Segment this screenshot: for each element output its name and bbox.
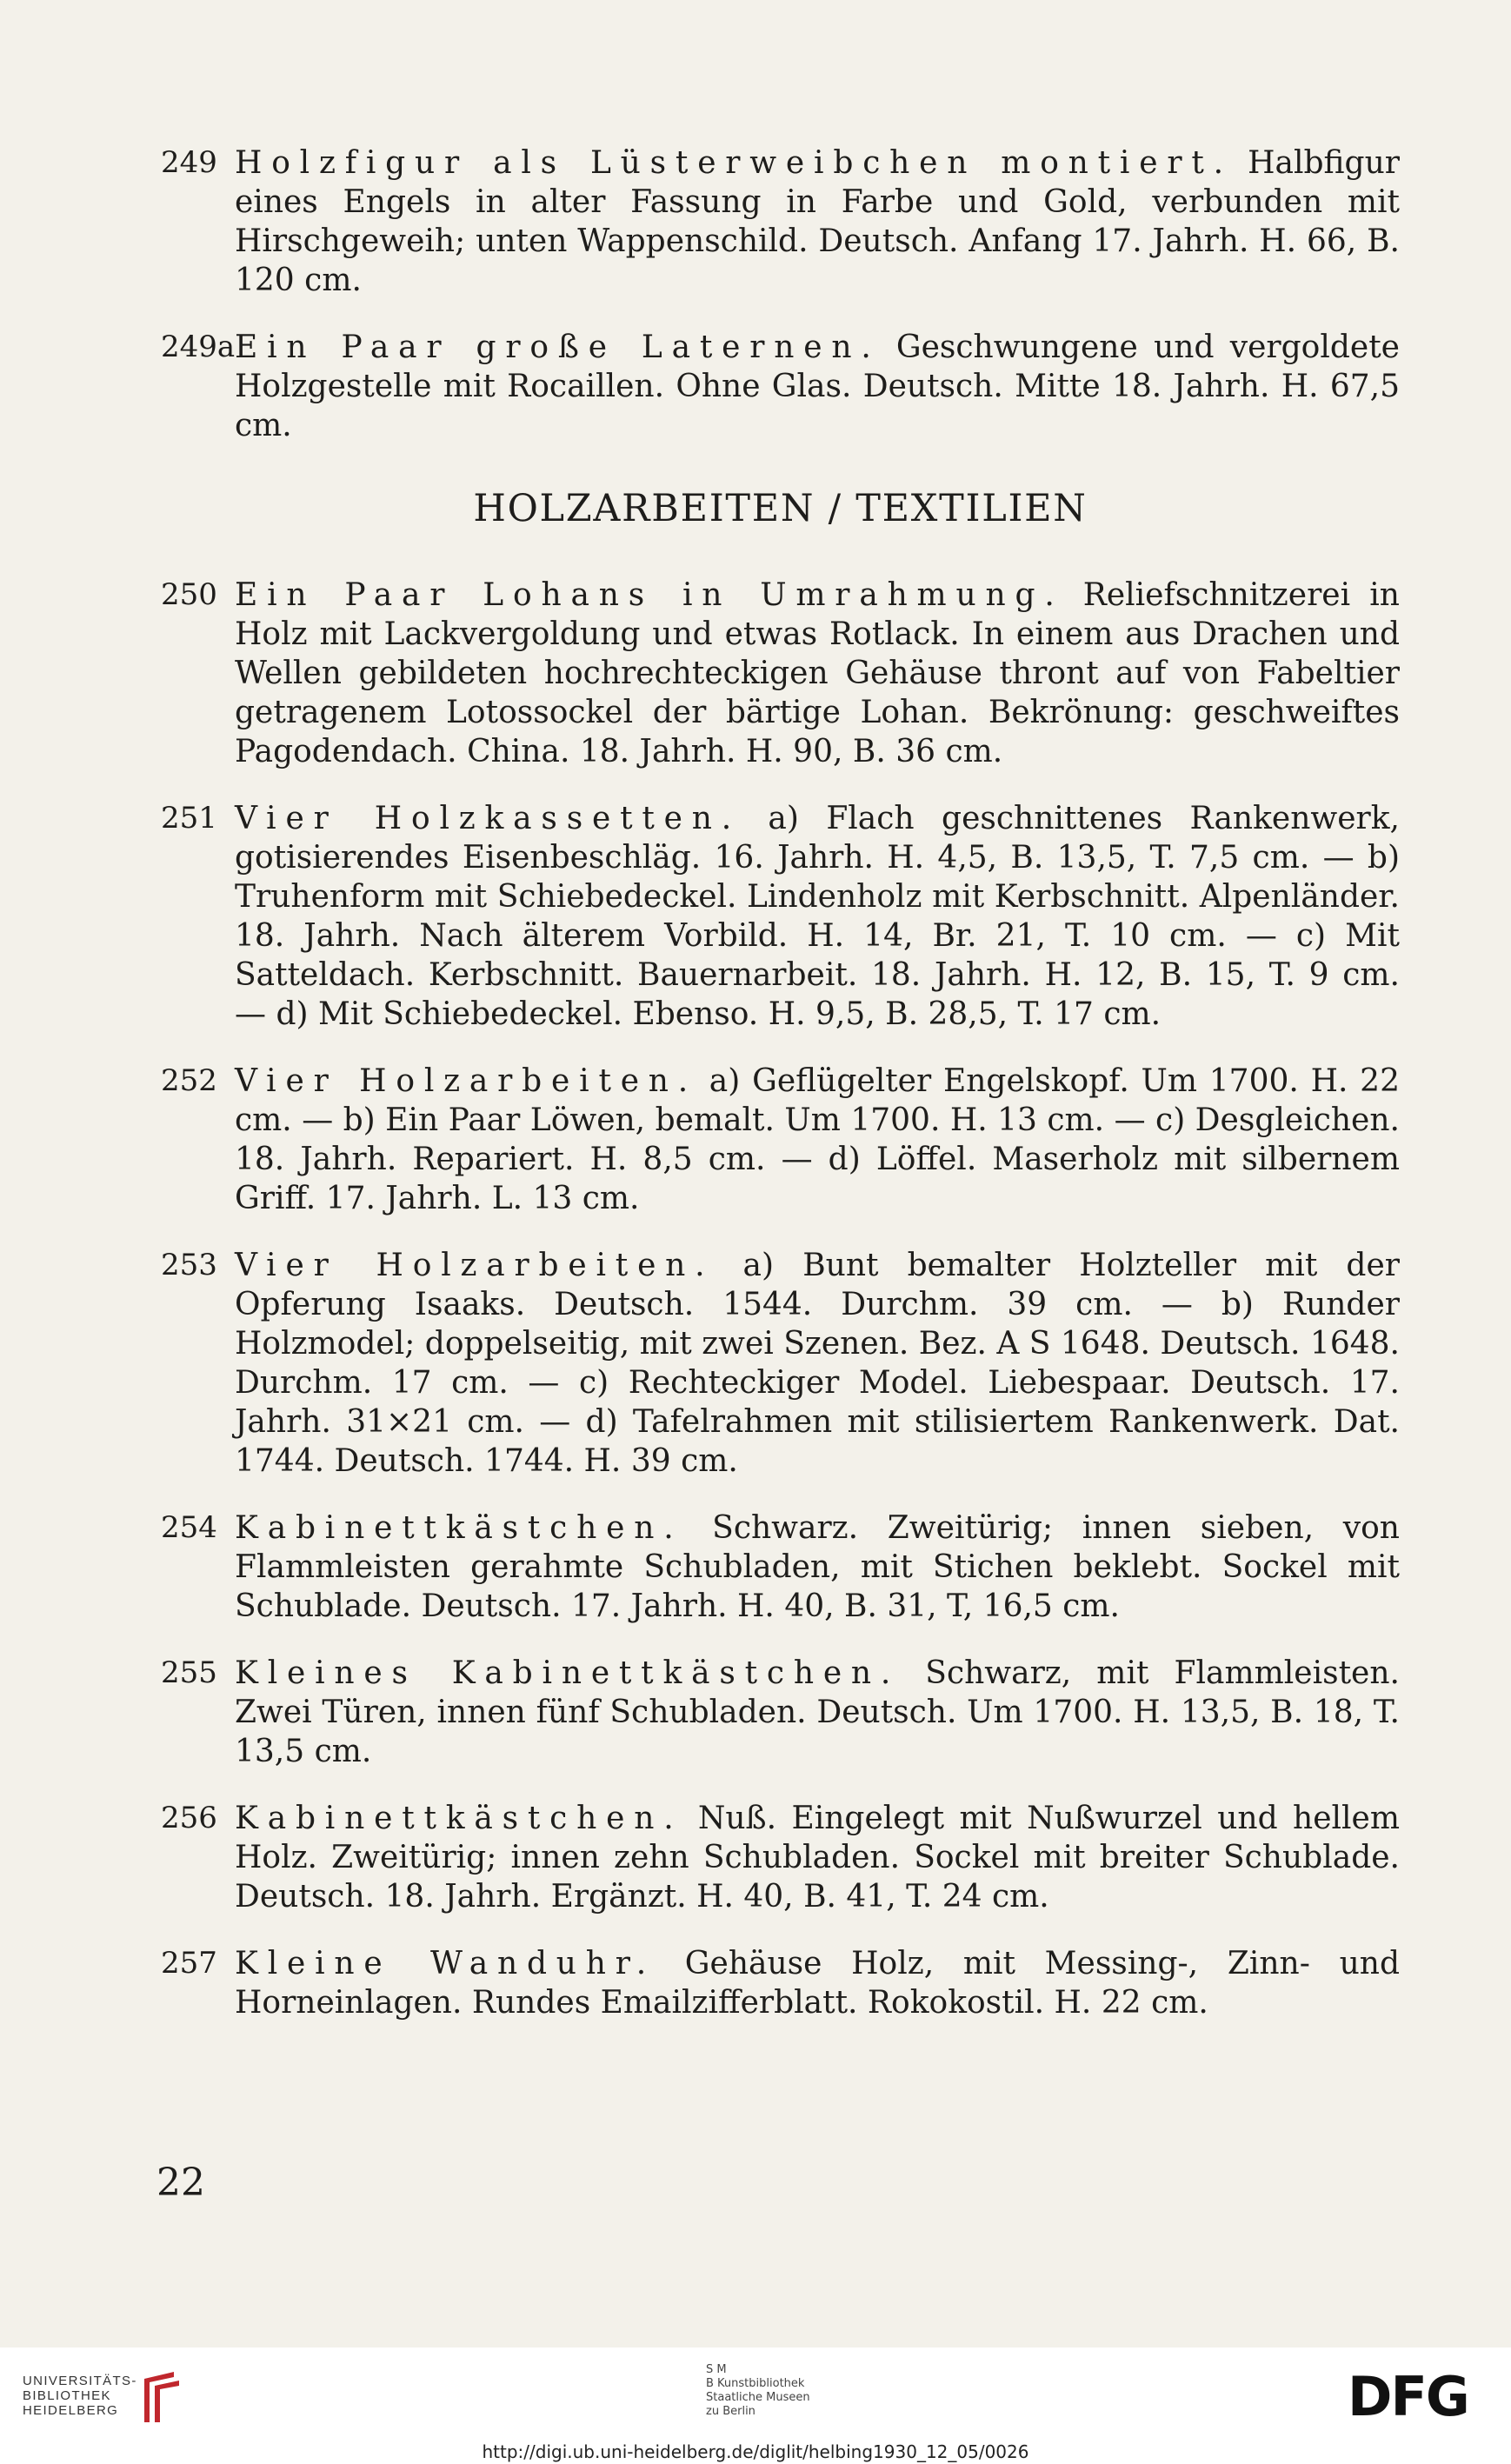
sm-line: zu Berlin — [706, 2405, 756, 2418]
entry-number: 249 — [161, 145, 217, 180]
entry-description: Gehäuse Holz, mit Messing-, Zinn- und Horneinlagen. Rundes Emailzifferblatt. Rokokostil. H. 22 cm. — [235, 1946, 1401, 2021]
entry-number: 252 — [161, 1063, 217, 1098]
catalog-content — [161, 143, 1400, 2050]
page-number: 22 — [156, 2161, 205, 2205]
uni-line: BIBLIOTHEK — [23, 2388, 111, 2403]
entry-number: 249a — [161, 330, 236, 364]
dfg-logo-text: DFG — [1348, 2372, 1468, 2421]
sm-kunstbibliothek-text[interactable] — [706, 2363, 810, 2419]
entry-number: 251 — [161, 801, 217, 836]
entry-title: Vier Holzarbeiten. — [235, 1063, 698, 1099]
top-entries — [161, 143, 1400, 445]
catalog-entry — [161, 328, 1400, 445]
entry-title: Kleines Kabinettkästchen. — [235, 1655, 901, 1691]
entry-number: 256 — [161, 1801, 217, 1835]
entry-title: Kabinettkästchen. — [235, 1510, 683, 1546]
sm-line: B Kunstbibliothek — [706, 2377, 805, 2390]
entry-description: Schwarz, mit Flammleisten. Zwei Türen, innen fünf Schubladen. Deutsch. Um 1700. H. 13,5, B. 18, T. 13,5 cm. — [235, 1655, 1400, 1769]
entry-title: Ein Paar große Laternen. — [235, 330, 881, 365]
catalog-entries — [161, 576, 1400, 2022]
entry-description: a) Geflügelter Engelskopf. Um 1700. H. 22 cm. — b) Ein Paar Löwen, bemalt. Um 1700. H. 13 cm. — c) Desgleichen. 18. Jahrh. Repariert. H. 8,5 cm. — d) Löffel. Maserholz mit silbernem Griff. 17. Jahrh. L. 13 cm. — [235, 1063, 1400, 1216]
entry-description: Halbfigur eines Engels in alter Fassung in Farbe und Gold, verbunden mit Hirschgeweih; unten Wappenschild. Deutsch. Anfang 17. Jahrh. H. 66, B. 120 cm. — [235, 145, 1400, 298]
sm-line: S M — [706, 2363, 727, 2376]
entry-description: Nuß. Eingelegt mit Nußwurzel und hellem Holz. Zweitürig; innen zehn Schubladen. Sockel mit breiter Schublade. Deutsch. 18. Jahrh. Ergänzt. H. 40, B. 41, T. 24 cm. — [235, 1801, 1400, 1915]
sm-line: Staatliche Museen — [706, 2391, 810, 2404]
entry-title: Vier Holzarbeiten. — [235, 1248, 715, 1283]
university-library-logo-text[interactable] — [23, 2374, 137, 2418]
entry-description: a) Bunt bemalter Holzteller mit der Opferung Isaaks. Deutsch. 1544. Durchm. 39 cm. — b) Runder Holzmodel; doppelseitig, mit zwei Szenen. Bez. A S 1648. Deutsch. 1648. Durchm. 17 cm. — c) Rechteckiger Model. Liebespaar. Deutsch. 17. Jahrh. 31×21 cm. — d) Tafelrahmen mit stilisiertem Rankenwerk. Dat. 1744. Deutsch. 1744. H. 39 cm. — [235, 1248, 1400, 1479]
entry-description: Geschwungene und vergoldete Holzgestelle mit Rocaillen. Ohne Glas. Deutsch. Mitte 18. Jahrh. H. 67,5 cm. — [235, 330, 1400, 443]
catalog-entry — [161, 799, 1400, 1034]
entry-title: Kabinettkästchen. — [235, 1801, 683, 1836]
section-heading: HOLZARBEITEN / TEXTILIEN — [473, 487, 1088, 530]
catalog-entry — [161, 1654, 1400, 1771]
catalog-entry — [161, 143, 1400, 300]
catalog-entry — [161, 1944, 1400, 2022]
entry-description: a) Flach geschnittenes Rankenwerk, gotisierendes Eisenbeschläg. 16. Jahrh. H. 4,5, B. 13,5, T. 7,5 cm. — b) Truhenform mit Schiebedeckel. Lindenholz mit Kerbschnitt. Alpenländer. 18. Jahrh. Nach älterem Vorbild. H. 14, Br. 21, T. 10 cm. — c) Mit Satteldach. Kerbschnitt. Bauernarbeit. 18. Jahrh. H. 12, B. 15, T. 9 cm. — d) Mit Schiebedeckel. Ebenso. H. 9,5, B. 28,5, T. 17 cm. — [235, 801, 1400, 1032]
entry-title: Holzfigur als Lüsterweibchen montiert. — [235, 145, 1233, 181]
catalog-entry — [161, 1799, 1400, 1916]
entry-title: Vier Holzkassetten. — [235, 801, 741, 836]
uni-line: HEIDELBERG — [23, 2403, 119, 2418]
entry-description: Schwarz. Zweitürig; innen sieben, von Flammleisten gerahmte Schubladen, mit Stichen beklebt. Sockel mit Schublade. Deutsch. 17. Jahrh. H. 40, B. 31, T, 16,5 cm. — [235, 1510, 1400, 1624]
uni-line: UNIVERSITÄTS- — [23, 2374, 137, 2388]
catalog-entry — [161, 576, 1400, 771]
catalog-entry — [161, 1508, 1400, 1626]
catalog-entry — [161, 1062, 1400, 1218]
heidelberg-logo-icon[interactable] — [139, 2367, 184, 2427]
entry-number: 250 — [161, 577, 217, 612]
entry-number: 254 — [161, 1510, 217, 1545]
entry-number: 253 — [161, 1248, 217, 1282]
dfg-logo-icon[interactable] — [1346, 2372, 1494, 2421]
entry-number: 255 — [161, 1655, 217, 1690]
permalink-url[interactable]: http://digi.ub.uni-heidelberg.de/diglit/helbing1930_12_05/0026 — [482, 2441, 1029, 2462]
entry-description: Reliefschnitzerei in Holz mit Lackvergoldung und etwas Rotlack. In einem aus Drachen und Wellen gebildeten hochrechteckigen Gehäuse thront auf von Fabeltier getragenem Lotossockel der bärtige Lohan. Bekrönung: geschweiftes Pagodendach. China. 18. Jahrh. H. 90, B. 36 cm. — [235, 577, 1400, 769]
catalog-entry — [161, 1246, 1400, 1481]
entry-title: Kleine Wanduhr. — [235, 1946, 656, 1981]
entry-number: 257 — [161, 1946, 217, 1981]
entry-title: Ein Paar Lohans in Umrahmung. — [235, 577, 1064, 613]
